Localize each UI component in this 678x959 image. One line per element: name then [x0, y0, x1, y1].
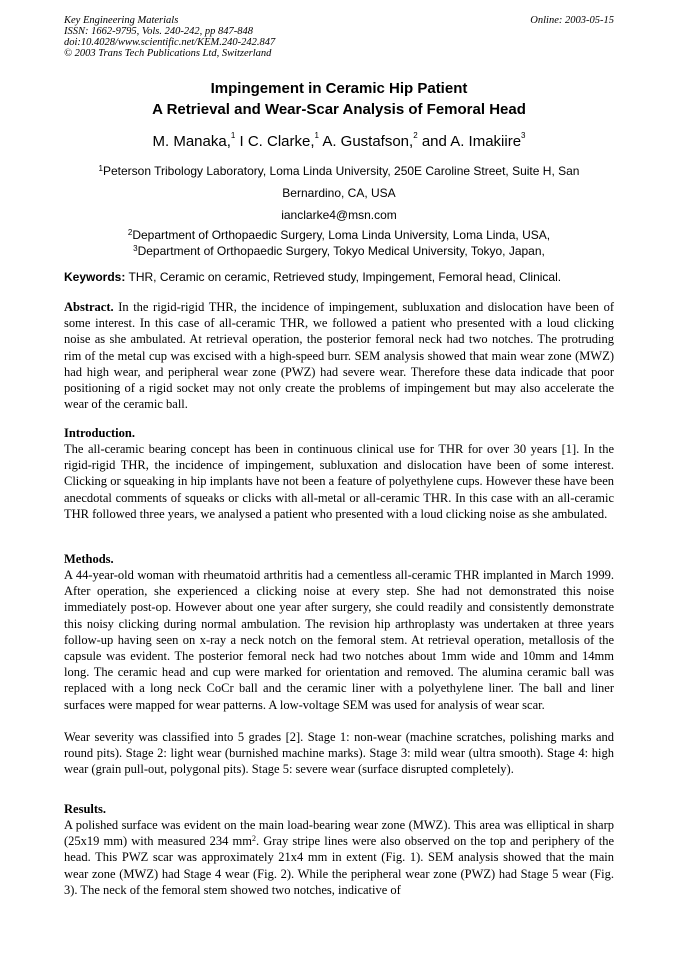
results-text	[64, 817, 614, 898]
keywords-label: Keywords:	[64, 270, 126, 284]
author-affiliation-mark: 2	[413, 131, 418, 140]
affiliation-1-line-1: Peterson Tribology Laboratory, Loma Linda University, 250E Caroline Street, Suite H, San	[102, 164, 580, 178]
abstract-label: Abstract.	[64, 300, 114, 314]
doi-line: doi:10.4028/www.scientific.net/KEM.240-242.847	[64, 37, 276, 48]
keywords-text: THR, Ceramic on ceramic, Retrieved study, Impingement, Femoral head, Clinical.	[128, 270, 562, 284]
author-name: M. Manaka,	[152, 133, 231, 150]
paper-title	[0, 78, 678, 120]
affiliation-mark: 3	[133, 244, 138, 253]
journal-header	[64, 15, 275, 59]
results-heading: Results.	[64, 802, 107, 816]
author-name: and A. Imakiire	[421, 133, 522, 150]
title-line-1: Impingement in Ceramic Hip Patient	[210, 80, 468, 97]
author-list	[0, 133, 678, 150]
copyright-line: © 2003 Trans Tech Publications Ltd, Switzerland	[64, 48, 272, 59]
superscript: 2	[251, 834, 256, 844]
methods-text-1: A 44-year-old woman with rheumatoid arthritis had a cementless all-ceramic THR implanted in March 1999. After operation, she experienced a clicking noise at every step. She had not demonstrated this noise immediately post-op. However about one year after surgery, she could readily and consistently demonstrate this noisy clicking during normal ambulation. The revision hip arthroplasty was undertaken at three years follow-up having seen on x-ray a neck notch on the femoral stem. At retrieval operation, metallosis of the capsule was evident. The posterior femoral neck had two notches about 1mm wide and 10mm and 14mm long. The ceramic head and cup were marked for orientation and removed. The alumina ceramic ball was replaced with a long neck CoCr ball and the ceramic liner with a polyethylene liner. The ball and liner surfaces were mapped for wear patterns. A low-voltage SEM was used for analysis of wear scar.	[64, 568, 614, 712]
abstract-text: In the rigid-rigid THR, the incidence of impingement, subluxation and dislocation have been of some interest. In this case of all-ceramic THR, we followed a patient who presented with a loud clicking noise as she ambulated. At retrieval operation, the posterior femoral neck had two notches. The protruding rim of the metal cup was excised with a high-speed burr. SEM analysis showed that main wear zone (MWZ) had high wear, and peripheral wear zone (PWZ) had severe wear. Therefore these data indicade that poor positioning of a rigid socket may not only create the problems of impingement but may also accelerate the wear of the ceramic ball.	[64, 300, 615, 412]
affiliation-2: Department of Orthopaedic Surgery, Loma Linda University, Loma Linda, USA,	[132, 228, 551, 242]
keywords	[64, 270, 614, 284]
author-email: ianclarke4@msn.com	[281, 208, 397, 222]
introduction-text: The all-ceramic bearing concept has been in continuous clinical use for THR for over 30 years [1]. In the rigid-rigid THR, the incidence of impingement, subluxation and dislocation have been of some interest. Clicking or squeaking in hip implants have not been a feature of polyethylene cups. However these have been anecdotal comments of squeaks or clicks with all-metal or all-ceramic THR. In this case with an all-ceramic THR followed three years, we analysed a patient who presented with a loud clicking noise as she ambulated.	[64, 442, 614, 521]
affiliation-2-3	[0, 227, 678, 259]
issn-line: ISSN: 1662-9795, Vols. 240-242, pp 847-848	[64, 26, 253, 37]
affiliation-mark: 1	[98, 164, 103, 173]
author-affiliation-mark: 3	[521, 131, 526, 140]
methods-text-2: Wear severity was classified into 5 grades [2]. Stage 1: non-wear (machine scratches, polishing marks and round pits). Stage 2: light wear (burnished machine marks). Stage 3: mild wear (ultra smooth). Stage 4: high wear (grain pull-out, polygonal pits). Stage 5: severe wear (surface disrupted completely).	[64, 730, 614, 777]
results-text-b: . Gray stripe lines were also observed on the top and periphery of the head. This PWZ scar was approximately 21x4 mm in extent (Fig. 1). SEM analysis showed that the main wear zone (MWZ) had Stage 4 wear (Fig. 2). While the peripheral wear zone (PWZ) had Stage 5 wear (Fig. 3). The neck of the femoral stem showed two notches, indicative of	[64, 834, 614, 897]
introduction-heading: Introduction.	[64, 426, 135, 440]
author-affiliation-mark: 1	[314, 131, 319, 140]
affiliation-mark: 2	[127, 228, 133, 237]
affiliation-1-line-2: Bernardino, CA, USA	[282, 186, 396, 200]
methods-heading: Methods.	[64, 552, 114, 566]
author-affiliation-mark: 1	[230, 131, 236, 140]
author-name: A. Gustafson,	[322, 133, 414, 150]
title-line-2: A Retrieval and Wear-Scar Analysis of Femoral Head	[152, 101, 526, 118]
abstract	[64, 299, 614, 412]
online-date: Online: 2003-05-15	[530, 15, 614, 26]
author-name: I C. Clarke,	[239, 133, 315, 150]
journal-name: Key Engineering Materials	[64, 15, 179, 26]
results-text-a: A polished surface was evident on the main load-bearing wear zone (MWZ). This area was elliptical in sharp (25x19 mm) with measured 234 mm	[64, 818, 614, 849]
affiliation-3: Department of Orthopaedic Surgery, Tokyo Medical University, Tokyo, Japan,	[137, 244, 545, 258]
affiliation-1	[0, 160, 678, 226]
